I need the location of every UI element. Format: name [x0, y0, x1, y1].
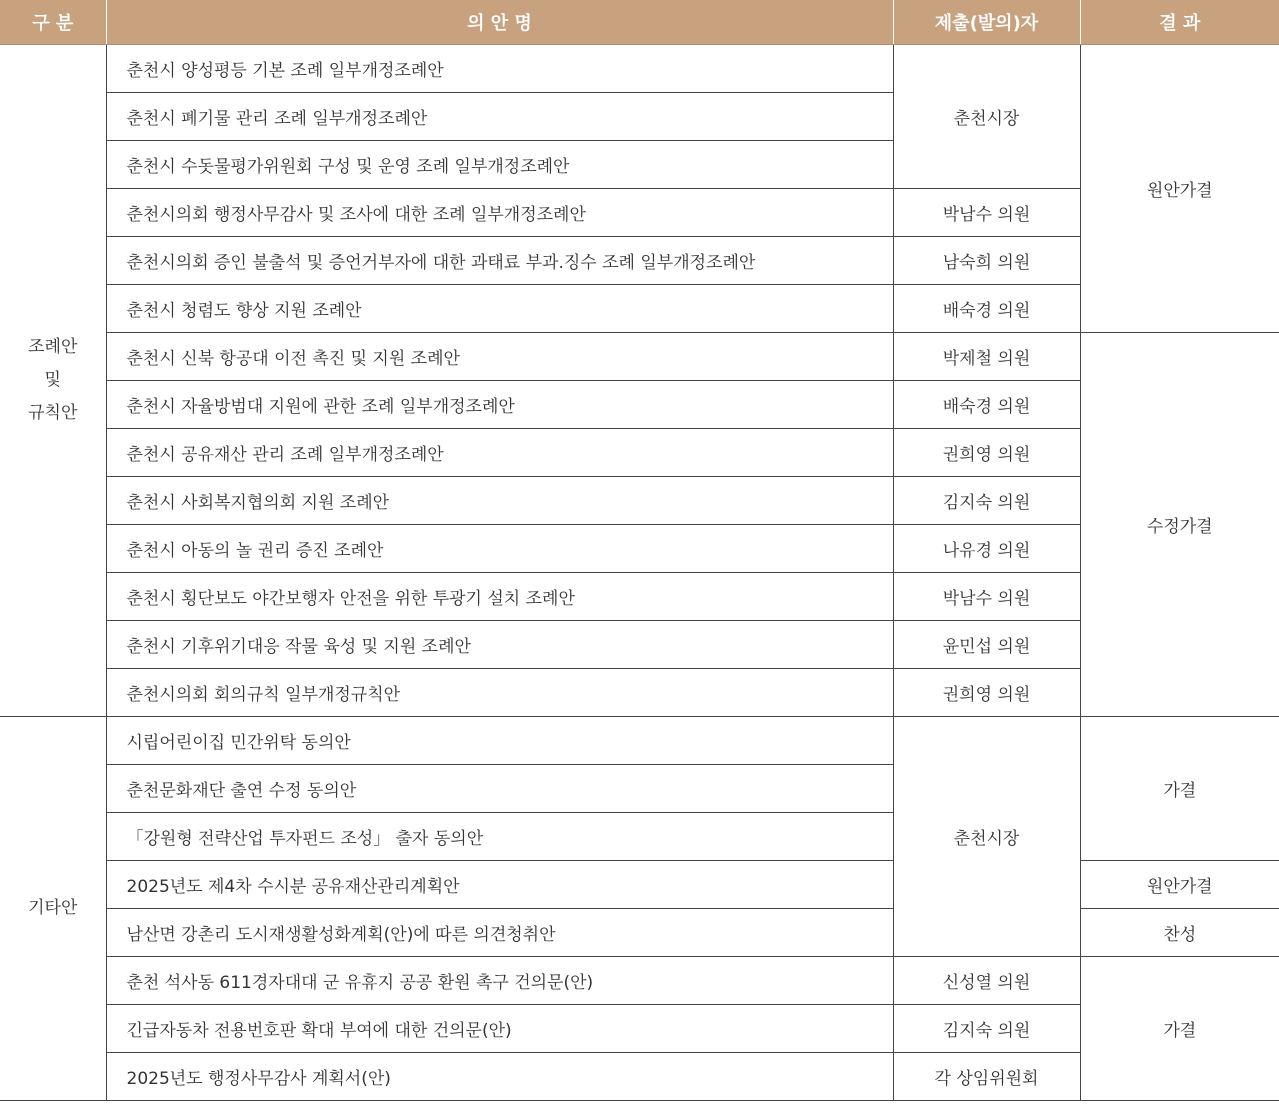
bill-title: 춘천시 폐기물 관리 조례 일부개정조례안 [106, 93, 893, 141]
submitter: 배숙경 의원 [893, 381, 1080, 429]
header-title: 의 안 명 [106, 0, 893, 45]
table-row [0, 717, 1279, 765]
table-row [0, 333, 1279, 381]
submitter: 남숙희 의원 [893, 237, 1080, 285]
bill-title: 시립어린이집 민간위탁 동의안 [106, 717, 893, 765]
bill-title: 2025년도 행정사무감사 계획서(안) [106, 1053, 893, 1101]
submitter-mayor: 춘천시장 [893, 717, 1080, 957]
bill-title: 춘천시 공유재산 관리 조례 일부개정조례안 [106, 429, 893, 477]
bill-title: 춘천시 횡단보도 야간보행자 안전을 위한 투광기 설치 조례안 [106, 573, 893, 621]
result: 찬성 [1080, 909, 1279, 957]
submitter: 배숙경 의원 [893, 285, 1080, 333]
bill-title: 춘천 석사동 611경자대대 군 유휴지 공공 환원 촉구 건의문(안) [106, 957, 893, 1005]
bill-title: 「강원형 전략산업 투자펀드 조성」 출자 동의안 [106, 813, 893, 861]
bill-title: 춘천시 신북 항공대 이전 촉진 및 지원 조례안 [106, 333, 893, 381]
header-result: 결 과 [1080, 0, 1279, 45]
header-submitter: 제출(발의)자 [893, 0, 1080, 45]
bill-title: 춘천시 양성평등 기본 조례 일부개정조례안 [106, 45, 893, 93]
bill-title: 춘천시의회 행정사무감사 및 조사에 대한 조례 일부개정조례안 [106, 189, 893, 237]
submitter: 권희영 의원 [893, 669, 1080, 717]
bill-title: 남산면 강촌리 도시재생활성화계획(안)에 따른 의견청취안 [106, 909, 893, 957]
bill-title: 춘천시 수돗물평가위원회 구성 및 운영 조례 일부개정조례안 [106, 141, 893, 189]
bill-title: 춘천시 자율방범대 지원에 관한 조례 일부개정조례안 [106, 381, 893, 429]
table-row [0, 45, 1279, 93]
submitter: 신성열 의원 [893, 957, 1080, 1005]
category-ordinance-line2: 및 [44, 370, 61, 390]
submitter-mayor: 춘천시장 [893, 45, 1080, 189]
bill-title: 춘천시 아동의 놀 권리 증진 조례안 [106, 525, 893, 573]
result-original-passed: 원안가결 [1080, 45, 1279, 333]
table-row [0, 957, 1279, 1005]
submitter: 김지숙 의원 [893, 477, 1080, 525]
bill-title: 춘천시 청렴도 향상 지원 조례안 [106, 285, 893, 333]
category-ordinance-line1: 조례안 [28, 337, 78, 357]
bill-title: 춘천문화재단 출연 수정 동의안 [106, 765, 893, 813]
submitter: 각 상임위원회 [893, 1053, 1080, 1101]
result: 원안가결 [1080, 861, 1279, 909]
header-category: 구 분 [0, 0, 106, 45]
submitter: 나유경 의원 [893, 525, 1080, 573]
result-passed: 가결 [1080, 957, 1279, 1101]
submitter: 박제철 의원 [893, 333, 1080, 381]
submitter: 윤민섭 의원 [893, 621, 1080, 669]
header-row [0, 0, 1279, 45]
result-passed: 가결 [1080, 717, 1279, 861]
category-other: 기타안 [0, 717, 106, 1101]
table-row [0, 861, 1279, 909]
submitter: 김지숙 의원 [893, 1005, 1080, 1053]
category-ordinance-line3: 규칙안 [28, 403, 78, 423]
category-ordinance [0, 45, 106, 717]
bill-title: 춘천시의회 증인 불출석 및 증언거부자에 대한 과태료 부과.징수 조례 일부개정조례안 [106, 237, 893, 285]
submitter: 박남수 의원 [893, 573, 1080, 621]
submitter: 박남수 의원 [893, 189, 1080, 237]
submitter: 권희영 의원 [893, 429, 1080, 477]
bill-title: 춘천시 기후위기대응 작물 육성 및 지원 조례안 [106, 621, 893, 669]
table-row [0, 909, 1279, 957]
bill-title: 춘천시 사회복지협의회 지원 조례안 [106, 477, 893, 525]
bill-title: 2025년도 제4차 수시분 공유재산관리계획안 [106, 861, 893, 909]
result-amended-passed: 수정가결 [1080, 333, 1279, 717]
bill-title: 춘천시의회 회의규칙 일부개정규칙안 [106, 669, 893, 717]
bill-title: 긴급자동차 전용번호판 확대 부여에 대한 건의문(안) [106, 1005, 893, 1053]
